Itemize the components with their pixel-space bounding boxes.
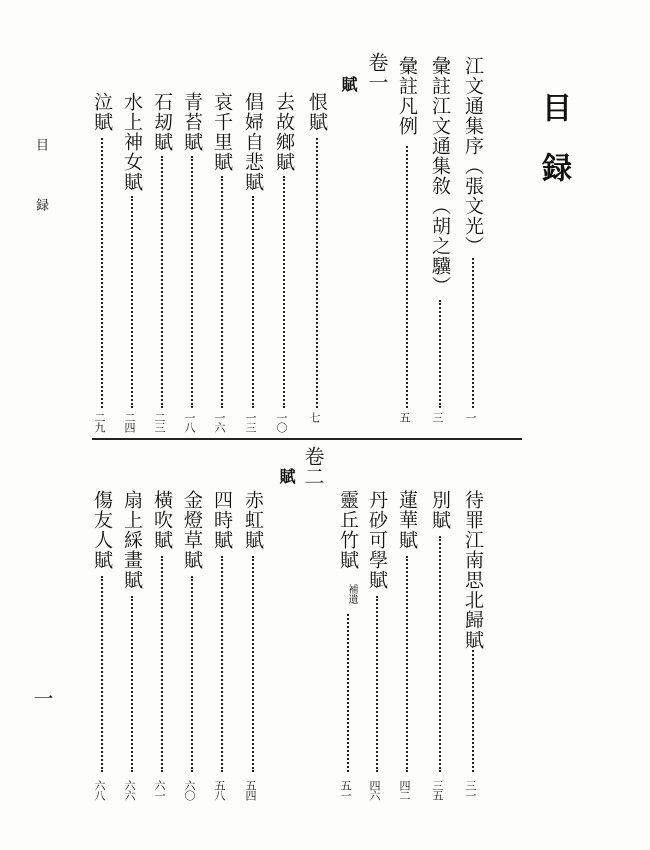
toc-entry-preface-hu: 彙註江文通集敘（胡之驥） (429, 56, 451, 296)
toc-page-number: 六六 (123, 780, 136, 800)
toc-entry-fanli: 彙註凡例 (396, 56, 418, 136)
toc-page-number: 一〇 (275, 412, 288, 432)
leader-dots (191, 156, 193, 408)
toc-entry: 丹砂可學賦 (366, 490, 388, 590)
section-heading: 賦 (339, 76, 358, 92)
toc-entry: 去故鄉賦 (273, 92, 295, 172)
toc-page-number: 二三 (153, 412, 166, 432)
toc-entry: 赤虹賦 (242, 490, 264, 550)
volume-heading: 卷一 (365, 52, 389, 92)
leader-dots (406, 556, 408, 772)
toc-entry: 恨賦 (306, 92, 328, 132)
toc-entry: 石刼賦 (151, 92, 173, 152)
volume-heading: 卷二 (301, 446, 325, 486)
section-heading: 賦 (277, 468, 296, 484)
toc-page-number: 一三 (244, 412, 257, 432)
toc-page-number: 五 (398, 412, 411, 422)
toc-entry-preface-zhang: 江文通集序（張文光） (462, 56, 484, 256)
toc-page-number: 一 (464, 412, 477, 422)
leader-dots (406, 146, 408, 408)
toc-page-number: 三 (431, 412, 444, 422)
toc-page-number: 七 (308, 412, 321, 422)
toc-entry: 青苔賦 (181, 92, 203, 152)
leader-dots (283, 176, 285, 408)
leader-dots (221, 176, 223, 408)
toc-entry: 傷友人賦 (91, 490, 113, 570)
toc-page-number: 一六 (213, 412, 226, 432)
supplement-note: 補遺 (346, 584, 357, 604)
toc-page-number: 三一 (464, 780, 477, 800)
toc-page-number: 三五 (431, 780, 444, 800)
toc-page-number: 五一 (339, 780, 352, 800)
leader-dots (316, 138, 318, 408)
leader-dots (131, 596, 133, 772)
leader-dots (252, 556, 254, 772)
toc-entry: 金燈草賦 (181, 490, 203, 570)
toc-page-number: 二四 (123, 412, 136, 432)
toc-page-number: 二九 (93, 412, 106, 432)
leader-dots (439, 536, 441, 772)
toc-entry: 靈丘竹賦 (337, 490, 359, 570)
section-divider (92, 438, 522, 440)
toc-page-number: 一八 (183, 412, 196, 432)
toc-page-number: 六〇 (183, 780, 196, 800)
leader-dots (161, 156, 163, 408)
leader-dots (161, 556, 163, 772)
leader-dots (472, 258, 474, 408)
toc-page-number: 六八 (93, 780, 106, 800)
toc-entry: 待罪江南思北歸賦 (462, 490, 484, 650)
toc-entry: 哀千里賦 (211, 92, 233, 172)
toc-page-number: 五四 (244, 780, 257, 800)
folio-number: 一 (30, 688, 54, 708)
toc-entry: 蓮華賦 (396, 490, 418, 550)
toc-entry: 水上神女賦 (121, 92, 143, 192)
leader-dots (472, 650, 474, 772)
leader-dots (131, 196, 133, 408)
toc-page-number: 四二 (398, 780, 411, 800)
margin-label: 目 録 (33, 138, 48, 227)
toc-page-number: 四六 (368, 780, 381, 800)
leader-dots (101, 576, 103, 772)
page-title: 目 録 (536, 92, 571, 182)
leader-dots (252, 196, 254, 408)
leader-dots (439, 300, 441, 408)
toc-page-number: 五八 (213, 780, 226, 800)
toc-page-number: 六一 (153, 780, 166, 800)
toc-entry: 倡婦自悲賦 (242, 92, 264, 192)
toc-entry: 橫吹賦 (151, 490, 173, 550)
toc-entry: 泣賦 (91, 92, 113, 132)
toc-entry: 別賦 (429, 490, 451, 530)
leader-dots (221, 556, 223, 772)
leader-dots (376, 596, 378, 772)
leader-dots (347, 614, 349, 772)
leader-dots (191, 576, 193, 772)
leader-dots (101, 138, 103, 408)
toc-entry: 四時賦 (211, 490, 233, 550)
toc-entry: 扇上綵畫賦 (121, 490, 143, 590)
